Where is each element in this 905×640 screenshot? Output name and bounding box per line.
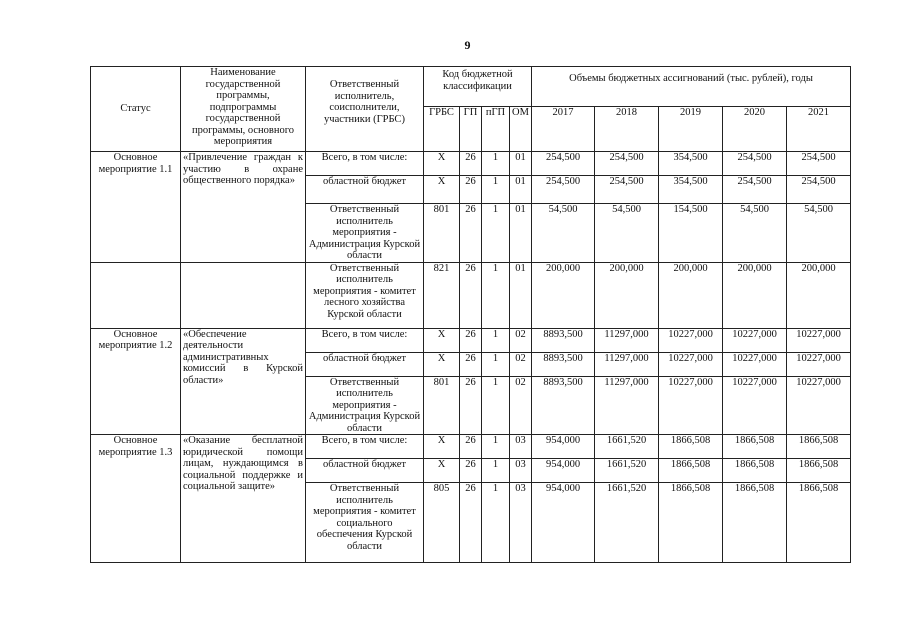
value-cell: 354,500 [659, 152, 723, 176]
value-cell: 54,500 [595, 204, 659, 263]
pgp-cell: 1 [482, 376, 510, 435]
value-cell: 954,000 [532, 483, 595, 563]
om-cell: 02 [510, 328, 532, 352]
om-cell: 03 [510, 483, 532, 563]
value-cell: 154,500 [659, 204, 723, 263]
value-cell: 1866,508 [659, 459, 723, 483]
value-cell: 254,500 [787, 152, 851, 176]
om-cell: 02 [510, 376, 532, 435]
pgp-cell: 1 [482, 328, 510, 352]
responsible-cell: Всего, в том числе: [306, 435, 424, 459]
pgp-cell: 1 [482, 176, 510, 204]
gp-cell: 26 [460, 262, 482, 328]
header-responsible: Ответственный исполнитель, соисполнители, участники (ГРБС) [306, 67, 424, 152]
header-pgp: пГП [482, 107, 510, 152]
header-name: Наименование государственной программы, подпрограммы государственной программы, основного мероприятия [181, 67, 306, 152]
header-volumes: Объемы бюджетных ассигнований (тыс. рублей), годы [532, 67, 851, 107]
grbs-cell: 801 [424, 376, 460, 435]
value-cell: 10227,000 [659, 352, 723, 376]
value-cell: 10227,000 [723, 328, 787, 352]
budget-body [91, 152, 851, 563]
value-cell: 254,500 [595, 176, 659, 204]
value-cell: 10227,000 [659, 328, 723, 352]
value-cell: 200,000 [723, 262, 787, 328]
om-cell: 01 [510, 262, 532, 328]
pgp-cell: 1 [482, 204, 510, 263]
header-year: 2017 [532, 107, 595, 152]
status-cell: Основное мероприятие 1.3 [91, 435, 181, 563]
responsible-cell: областной бюджет [306, 176, 424, 204]
value-cell: 254,500 [532, 176, 595, 204]
value-cell: 1866,508 [723, 483, 787, 563]
header-year: 2018 [595, 107, 659, 152]
name-cell [181, 262, 306, 328]
gp-cell: 26 [460, 435, 482, 459]
value-cell: 1866,508 [723, 435, 787, 459]
value-cell: 254,500 [595, 152, 659, 176]
name-cell: «Оказание бесплатной юридической помощи лицам, нуждающимся в социальной поддержке и социальной защите» [181, 435, 306, 563]
value-cell: 954,000 [532, 459, 595, 483]
value-cell: 10227,000 [787, 352, 851, 376]
value-cell: 11297,000 [595, 328, 659, 352]
om-cell: 03 [510, 435, 532, 459]
value-cell: 1866,508 [659, 483, 723, 563]
header-gp: ГП [460, 107, 482, 152]
grbs-cell: Х [424, 152, 460, 176]
value-cell: 10227,000 [787, 328, 851, 352]
value-cell: 54,500 [532, 204, 595, 263]
gp-cell: 26 [460, 328, 482, 352]
value-cell: 954,000 [532, 435, 595, 459]
responsible-cell: областной бюджет [306, 459, 424, 483]
grbs-cell: 821 [424, 262, 460, 328]
om-cell: 01 [510, 204, 532, 263]
grbs-cell: 805 [424, 483, 460, 563]
value-cell: 1866,508 [787, 459, 851, 483]
pgp-cell: 1 [482, 459, 510, 483]
header-year: 2019 [659, 107, 723, 152]
pgp-cell: 1 [482, 352, 510, 376]
gp-cell: 26 [460, 152, 482, 176]
gp-cell: 26 [460, 204, 482, 263]
header-om: ОМ [510, 107, 532, 152]
value-cell: 254,500 [723, 176, 787, 204]
table-row [91, 262, 851, 328]
value-cell: 54,500 [787, 204, 851, 263]
value-cell: 1866,508 [787, 483, 851, 563]
table-row [91, 328, 851, 352]
responsible-cell: областной бюджет [306, 352, 424, 376]
value-cell: 200,000 [659, 262, 723, 328]
status-cell: Основное мероприятие 1.1 [91, 152, 181, 263]
status-cell: Основное мероприятие 1.2 [91, 328, 181, 435]
value-cell: 1661,520 [595, 459, 659, 483]
value-cell: 200,000 [595, 262, 659, 328]
value-cell: 1866,508 [787, 435, 851, 459]
gp-cell: 26 [460, 459, 482, 483]
responsible-cell: Ответственный исполнитель мероприятия - комитет социального обеспечения Курской области [306, 483, 424, 563]
value-cell: 10227,000 [723, 352, 787, 376]
grbs-cell: Х [424, 435, 460, 459]
budget-table [90, 66, 851, 563]
value-cell: 354,500 [659, 176, 723, 204]
pgp-cell: 1 [482, 435, 510, 459]
header-grbs: ГРБС [424, 107, 460, 152]
value-cell: 1661,520 [595, 435, 659, 459]
om-cell: 03 [510, 459, 532, 483]
page-number: 9 [464, 38, 471, 52]
responsible-cell: Ответственный исполнитель мероприятия - Администрация Курской области [306, 376, 424, 435]
value-cell: 8893,500 [532, 376, 595, 435]
gp-cell: 26 [460, 376, 482, 435]
gp-cell: 26 [460, 483, 482, 563]
responsible-cell: Ответственный исполнитель мероприятия - Администрация Курской области [306, 204, 424, 263]
table-row [91, 152, 851, 176]
grbs-cell: Х [424, 328, 460, 352]
header-budget-code: Код бюджетной классификации [424, 67, 532, 107]
gp-cell: 26 [460, 352, 482, 376]
responsible-cell: Всего, в том числе: [306, 328, 424, 352]
value-cell: 200,000 [787, 262, 851, 328]
om-cell: 02 [510, 352, 532, 376]
name-cell: «Привлечение граждан к участию в охране общественного порядка» [181, 152, 306, 263]
value-cell: 254,500 [532, 152, 595, 176]
value-cell: 10227,000 [659, 376, 723, 435]
om-cell: 01 [510, 176, 532, 204]
value-cell: 1866,508 [723, 459, 787, 483]
pgp-cell: 1 [482, 152, 510, 176]
value-cell: 10227,000 [787, 376, 851, 435]
pgp-cell: 1 [482, 483, 510, 563]
status-cell [91, 262, 181, 328]
value-cell: 11297,000 [595, 352, 659, 376]
header-year: 2020 [723, 107, 787, 152]
value-cell: 200,000 [532, 262, 595, 328]
value-cell: 10227,000 [723, 376, 787, 435]
grbs-cell: 801 [424, 204, 460, 263]
responsible-cell: Всего, в том числе: [306, 152, 424, 176]
om-cell: 01 [510, 152, 532, 176]
table-row [91, 435, 851, 459]
value-cell: 8893,500 [532, 352, 595, 376]
grbs-cell: Х [424, 459, 460, 483]
gp-cell: 26 [460, 176, 482, 204]
value-cell: 254,500 [787, 176, 851, 204]
grbs-cell: Х [424, 352, 460, 376]
value-cell: 8893,500 [532, 328, 595, 352]
responsible-cell: Ответственный исполнитель мероприятия - комитет лесного хозяйства Курской области [306, 262, 424, 328]
name-cell: «Обеспечение деятельности административных комиссий в Курской области» [181, 328, 306, 435]
value-cell: 1661,520 [595, 483, 659, 563]
value-cell: 254,500 [723, 152, 787, 176]
value-cell: 11297,000 [595, 376, 659, 435]
pgp-cell: 1 [482, 262, 510, 328]
value-cell: 54,500 [723, 204, 787, 263]
header-status: Статус [91, 67, 181, 152]
value-cell: 1866,508 [659, 435, 723, 459]
grbs-cell: Х [424, 176, 460, 204]
header-year: 2021 [787, 107, 851, 152]
